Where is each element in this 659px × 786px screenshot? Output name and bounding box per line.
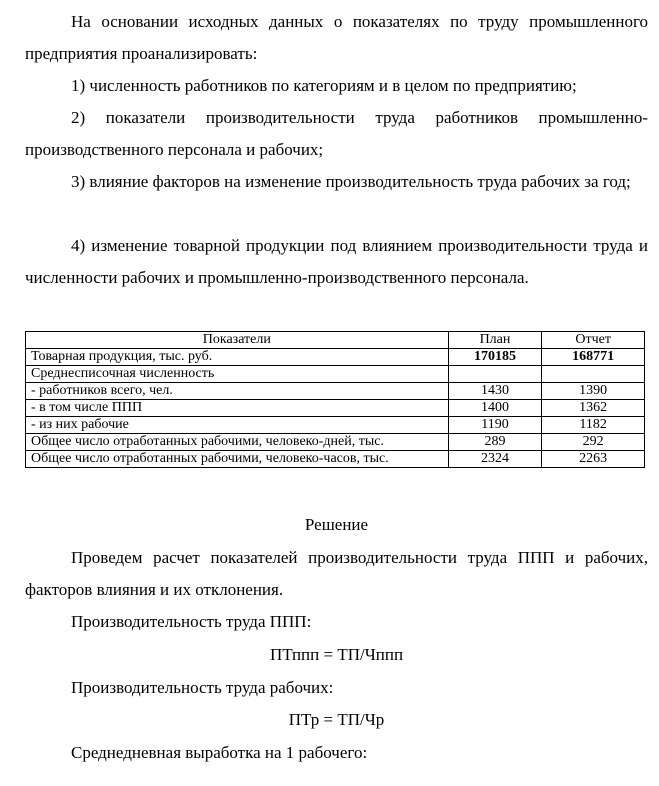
indicators-table	[25, 331, 645, 468]
row-plan-value	[448, 366, 542, 383]
row-plan-value: 1400	[448, 400, 542, 417]
header-indicators: Показатели	[26, 332, 449, 349]
table-row	[26, 366, 645, 383]
row-report-value: 1390	[542, 383, 645, 400]
row-plan-value: 1190	[448, 417, 542, 434]
row-label: - работников всего, чел.	[26, 383, 449, 400]
solution-title: Решение	[304, 515, 369, 534]
table-row	[26, 400, 645, 417]
table-row	[26, 451, 645, 468]
row-plan-value: 2324	[448, 451, 542, 468]
ppp-productivity-label: Производительность труда ППП:	[71, 612, 312, 631]
table-row	[26, 434, 645, 451]
task-item-1: 1) численность работников по категориям и в целом по предприятию;	[71, 76, 577, 95]
task-item-4: 4) изменение товарной продукции под влиянием производительности труда и численности рабочих и промышленно-производственного персонала.	[25, 236, 648, 287]
row-plan-value: 170185	[448, 349, 542, 366]
header-plan: План	[448, 332, 542, 349]
worker-productivity-formula: ПТр = ТП/Чр	[288, 710, 385, 729]
ppp-productivity-formula: ПТппп = ТП/Чппп	[269, 645, 404, 664]
table-row	[26, 383, 645, 400]
daily-output-label: Среднедневная выработка на 1 рабочего:	[71, 743, 368, 762]
row-label: Общее число отработанных рабочими, человеко-дней, тыс.	[26, 434, 449, 451]
table-row	[26, 349, 645, 366]
header-report: Отчет	[542, 332, 645, 349]
table-row	[26, 417, 645, 434]
row-report-value	[542, 366, 645, 383]
row-report-value: 2263	[542, 451, 645, 468]
row-label: Среднесписочная численность	[26, 366, 449, 383]
row-report-value: 168771	[542, 349, 645, 366]
intro-paragraph: На основании исходных данных о показателях по труду промышленного предприятия проанализировать:	[25, 12, 648, 63]
table-header-row	[26, 332, 645, 349]
row-report-value: 292	[542, 434, 645, 451]
row-label: Общее число отработанных рабочими, человеко-часов, тыс.	[26, 451, 449, 468]
row-report-value: 1182	[542, 417, 645, 434]
task-item-3: 3) влияние факторов на изменение производительность труда рабочих за год;	[71, 172, 631, 191]
row-label: Товарная продукция, тыс. руб.	[26, 349, 449, 366]
row-report-value: 1362	[542, 400, 645, 417]
row-plan-value: 289	[448, 434, 542, 451]
row-label: - из них рабочие	[26, 417, 449, 434]
solution-paragraph: Проведем расчет показателей производительности труда ППП и рабочих, факторов влияния и их отклонения.	[25, 548, 648, 599]
task-item-2: 2) показатели производительности труда работников промышленно-производственного персонала и рабочих;	[25, 108, 648, 159]
row-plan-value: 1430	[448, 383, 542, 400]
worker-productivity-label: Производительность труда рабочих:	[71, 678, 334, 697]
row-label: - в том числе ППП	[26, 400, 449, 417]
